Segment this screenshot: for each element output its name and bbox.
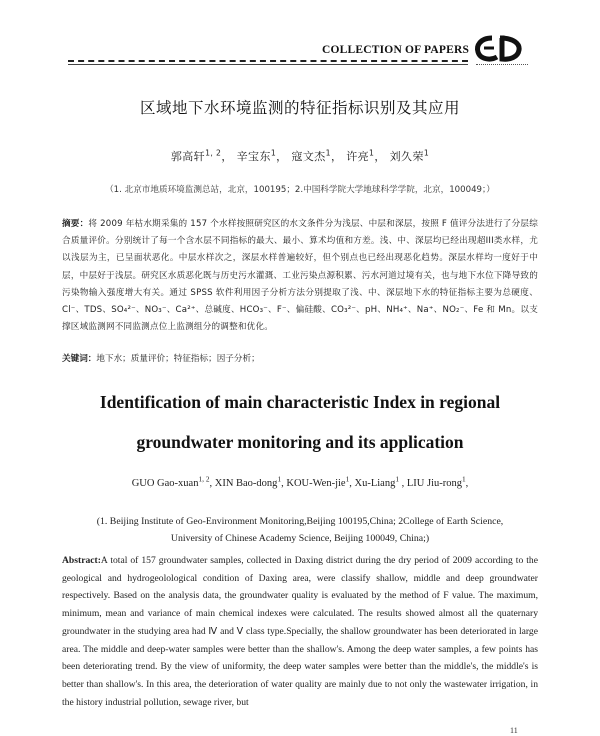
author-name: 辛宝东 — [236, 150, 271, 163]
author-name: KOU-Wen-jie — [286, 478, 346, 489]
header-rule-solid — [68, 64, 468, 65]
chinese-abstract — [62, 216, 538, 336]
page-number: 11 — [510, 726, 518, 735]
author-name: XIN Bao-dong — [214, 478, 278, 489]
author-name: 寇文杰 — [291, 150, 326, 163]
abstract-body: 将 2009 年枯水期采集的 157 个水样按照研究区的水文条件分为浅层、中层和深层，按照 F 值评分法进行了分层综合质量评价。分别统计了每一个含水层不同指标的最大、最小、算术均值和方差。浅、中、深层均已经出现超III类水样，尤以浅层为主，已呈面状恶化。中层水样次之，深层水样普遍较好，但个别点也已经出现恶化趋势。深层水样均一度好于中层，中层好于浅层。研究区水质恶化既与历史污水灌溉、工业污染点源积累、污水河道过境有关，也与地下水位下降导致的污染物输入强度增大有关。通过 SPSS 软件利用因子分析方法分别提取了浅、中、深层地下水的特征指标主要为总硬度、Cl⁻、TDS、SO₄²⁻、NO₃⁻、Ca²⁺、总碱度、HCO₃⁻、F⁻、偏硅酸、CO₃²⁻、pH、NH₄⁺、Na⁺、NO₂⁻、Fe 和 Mn。以支撑区域监测网不同监测点位上监测组分的调整和优化。 — [62, 219, 538, 333]
author-affil-mark: 1, 2 — [205, 148, 222, 158]
abstract-body: A total of 157 groundwater samples, collected in Daxing district during the dry period of 2009 according to the geological and hydrogeolological condition of Daxing area, were classify shallow, middle and deep groundwater respectively. Based on the analysis data, the groundwater quality is evaluated by the method of F value. The maximum, minimum, mean and variance of main chemical indexes were calculated. The results showed almost all the quaternary groundwater in the studying area had Ⅳ and Ⅴ class type.Specially, the shallow groundwater has been deteriorated in large area. The middle and deep-water samples were better than the shallow's. Among the deep water samples, a few points has been deteriorating trend. By the view of uniformity, the deep water samples were better than the middle's, the middle's is better than shallow's. In this area, the deterioration of water quality are mainly due to not only the wastewater irrigation, in the history industrial pollution, sewage river, but — [62, 555, 538, 708]
keywords-body: 地下水；质量评价；特征指标；因子分析； — [96, 354, 260, 364]
journal-section-label: COLLECTION OF PAPERS — [322, 44, 470, 56]
keywords-label: 关键词： — [62, 354, 97, 364]
chinese-keywords — [62, 352, 538, 364]
author-affil-mark: 1 — [325, 148, 331, 158]
english-abstract — [62, 552, 538, 711]
author-affil-mark: 1 — [369, 148, 375, 158]
chinese-title: 区域地下水环境监测的特征指标识别及其应用 — [139, 99, 460, 117]
author-name: 刘久荣 — [389, 150, 424, 163]
author-name: 郭高轩 — [170, 150, 206, 163]
author-name: Xu-Liang — [354, 478, 396, 489]
author-name: 许亮 — [346, 150, 370, 163]
author-affil-mark: 1 — [462, 474, 466, 484]
abstract-label: 摘要： — [62, 219, 89, 229]
author-name: GUO Gao-xuan — [131, 478, 199, 489]
journal-logo-icon — [470, 32, 530, 66]
author-affil-mark: 1 — [423, 148, 430, 158]
chinese-affiliation: （1. 北京市地质环境监测总站，北京，100195；2.中国科学院大学地球科学学院，北京，100049；） — [105, 185, 495, 195]
chinese-authors: 郭高轩$^{1, 2}$， 辛宝东$^1$， 寇文杰$^1$， 许亮$^1$， 刘久荣$^1$ — [170, 148, 430, 163]
logo-caption-dots — [476, 64, 528, 68]
english-title: Identification of main characteristic Index in regional groundwater monitoring and its application — [99, 392, 501, 452]
author-affil-mark: 1 — [277, 474, 282, 484]
english-authors: GUO Gao-xuan$^{1, 2}$, XIN Bao-dong$^1$, KOU-Wen-jie$^1$, Xu-Liang$^1$ , LIU Jiu-rong$^1$, — [131, 474, 469, 489]
author-affil-mark: 1 — [395, 474, 399, 484]
author-name: LIU Jiu-rong — [406, 478, 462, 489]
english-affiliation: (1. Beijing Institute of Geo-Environment Monitoring,Beijing 100195,China; 2College of Earth Science, University of Chinese Academy Science, Beijing 100049, China;) — [96, 516, 504, 544]
author-affil-mark: 1 — [270, 148, 277, 158]
header-rule-dashed — [68, 60, 468, 62]
author-affil-mark: 1, 2 — [198, 474, 210, 484]
author-affil-mark: 1 — [345, 474, 350, 484]
abstract-label: Abstract: — [62, 555, 101, 566]
page-header — [0, 36, 600, 76]
